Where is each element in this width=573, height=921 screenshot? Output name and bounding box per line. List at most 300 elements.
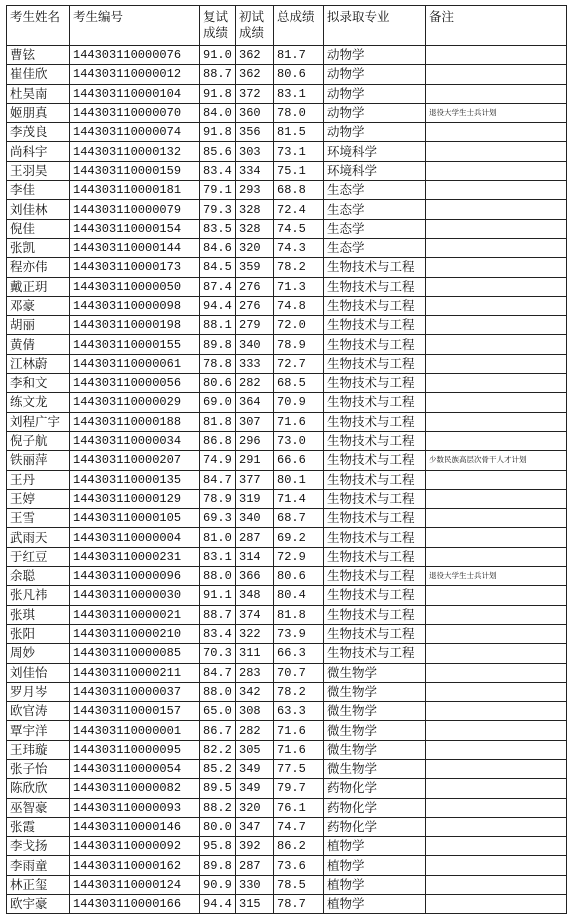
cell-retest: 78.8	[200, 354, 236, 373]
cell-note	[426, 161, 567, 180]
cell-name: 余聪	[7, 567, 70, 586]
cell-major: 植物学	[324, 856, 426, 875]
cell-name: 倪子航	[7, 431, 70, 450]
cell-total: 71.3	[274, 277, 324, 296]
cell-initial: 319	[236, 489, 274, 508]
header-id: 考生编号	[70, 6, 200, 46]
table-row	[7, 895, 567, 914]
cell-initial: 349	[236, 759, 274, 778]
cell-retest: 83.1	[200, 547, 236, 566]
cell-id: 144303110000129	[70, 489, 200, 508]
cell-retest: 85.6	[200, 142, 236, 161]
cell-name: 王羽昊	[7, 161, 70, 180]
cell-total: 74.8	[274, 296, 324, 315]
table-row	[7, 451, 567, 470]
cell-note	[426, 895, 567, 914]
cell-major: 生物技术与工程	[324, 470, 426, 489]
cell-name: 陈欣欣	[7, 779, 70, 798]
cell-name: 张阳	[7, 624, 70, 643]
table-row	[7, 509, 567, 528]
cell-retest: 88.0	[200, 682, 236, 701]
cell-total: 80.1	[274, 470, 324, 489]
header-name: 考生姓名	[7, 6, 70, 46]
cell-note	[426, 335, 567, 354]
cell-major: 生物技术与工程	[324, 374, 426, 393]
cell-major: 动物学	[324, 103, 426, 122]
cell-id: 144303110000085	[70, 644, 200, 663]
cell-id: 144303110000231	[70, 547, 200, 566]
cell-major: 生物技术与工程	[324, 567, 426, 586]
cell-name: 王玮璇	[7, 740, 70, 759]
cell-major: 生态学	[324, 238, 426, 257]
cell-total: 80.6	[274, 65, 324, 84]
cell-major: 生物技术与工程	[324, 644, 426, 663]
cell-total: 68.8	[274, 181, 324, 200]
table-row	[7, 103, 567, 122]
cell-name: 张凡祎	[7, 586, 70, 605]
cell-retest: 81.8	[200, 412, 236, 431]
table-row	[7, 431, 567, 450]
cell-name: 巫智豪	[7, 798, 70, 817]
cell-note	[426, 296, 567, 315]
cell-id: 144303110000096	[70, 567, 200, 586]
cell-note	[426, 721, 567, 740]
cell-total: 71.6	[274, 740, 324, 759]
cell-id: 144303110000157	[70, 702, 200, 721]
cell-total: 81.7	[274, 46, 324, 65]
cell-major: 生态学	[324, 219, 426, 238]
cell-id: 144303110000079	[70, 200, 200, 219]
cell-id: 144303110000034	[70, 431, 200, 450]
cell-name: 练文龙	[7, 393, 70, 412]
cell-note	[426, 837, 567, 856]
cell-retest: 89.5	[200, 779, 236, 798]
cell-major: 动物学	[324, 46, 426, 65]
cell-note: 退役大学生士兵计划	[426, 103, 567, 122]
table-row	[7, 142, 567, 161]
cell-initial: 366	[236, 567, 274, 586]
cell-retest: 91.1	[200, 586, 236, 605]
cell-major: 动物学	[324, 84, 426, 103]
cell-retest: 88.1	[200, 316, 236, 335]
cell-major: 生物技术与工程	[324, 316, 426, 335]
cell-total: 78.2	[274, 682, 324, 701]
cell-id: 144303110000070	[70, 103, 200, 122]
cell-name: 黄倩	[7, 335, 70, 354]
cell-retest: 89.8	[200, 335, 236, 354]
cell-name: 张凯	[7, 238, 70, 257]
cell-initial: 307	[236, 412, 274, 431]
table-row	[7, 759, 567, 778]
table-row	[7, 567, 567, 586]
cell-note	[426, 84, 567, 103]
cell-initial: 362	[236, 46, 274, 65]
cell-major: 微生物学	[324, 759, 426, 778]
cell-note	[426, 258, 567, 277]
cell-retest: 90.9	[200, 875, 236, 894]
cell-note	[426, 142, 567, 161]
cell-name: 曹铉	[7, 46, 70, 65]
cell-id: 144303110000095	[70, 740, 200, 759]
table-row	[7, 798, 567, 817]
cell-total: 74.3	[274, 238, 324, 257]
cell-note	[426, 354, 567, 373]
header-note: 备注	[426, 6, 567, 46]
cell-total: 73.6	[274, 856, 324, 875]
cell-total: 68.5	[274, 374, 324, 393]
cell-retest: 79.1	[200, 181, 236, 200]
cell-total: 70.7	[274, 663, 324, 682]
cell-note: 退役大学生士兵计划	[426, 567, 567, 586]
cell-id: 144303110000155	[70, 335, 200, 354]
cell-id: 144303110000144	[70, 238, 200, 257]
cell-major: 生物技术与工程	[324, 335, 426, 354]
cell-major: 植物学	[324, 837, 426, 856]
cell-id: 144303110000093	[70, 798, 200, 817]
cell-total: 78.0	[274, 103, 324, 122]
cell-total: 72.9	[274, 547, 324, 566]
table-row	[7, 856, 567, 875]
cell-name: 程亦伟	[7, 258, 70, 277]
cell-note	[426, 316, 567, 335]
cell-initial: 287	[236, 528, 274, 547]
cell-retest: 81.0	[200, 528, 236, 547]
cell-retest: 86.7	[200, 721, 236, 740]
cell-total: 71.6	[274, 412, 324, 431]
cell-initial: 305	[236, 740, 274, 759]
cell-name: 江林蔚	[7, 354, 70, 373]
cell-initial: 334	[236, 161, 274, 180]
cell-initial: 291	[236, 451, 274, 470]
table-row	[7, 84, 567, 103]
cell-name: 林正玺	[7, 875, 70, 894]
cell-name: 铁丽萍	[7, 451, 70, 470]
cell-major: 环境科学	[324, 161, 426, 180]
cell-retest: 65.0	[200, 702, 236, 721]
cell-name: 李戈扬	[7, 837, 70, 856]
cell-name: 杜昊南	[7, 84, 70, 103]
cell-initial: 303	[236, 142, 274, 161]
table-row	[7, 644, 567, 663]
cell-note	[426, 798, 567, 817]
cell-name: 李和文	[7, 374, 70, 393]
cell-total: 75.1	[274, 161, 324, 180]
cell-retest: 88.7	[200, 605, 236, 624]
cell-initial: 342	[236, 682, 274, 701]
cell-initial: 296	[236, 431, 274, 450]
cell-retest: 69.3	[200, 509, 236, 528]
cell-initial: 279	[236, 316, 274, 335]
cell-id: 144303110000012	[70, 65, 200, 84]
table-row	[7, 374, 567, 393]
admission-list	[6, 5, 567, 914]
cell-note: 少数民族高层次骨干人才计划	[426, 451, 567, 470]
cell-name: 倪佳	[7, 219, 70, 238]
cell-major: 药物化学	[324, 817, 426, 836]
cell-retest: 82.2	[200, 740, 236, 759]
cell-id: 144303110000159	[70, 161, 200, 180]
table-row	[7, 258, 567, 277]
admission-table	[6, 5, 567, 914]
table-row	[7, 875, 567, 894]
cell-major: 生物技术与工程	[324, 393, 426, 412]
cell-initial: 287	[236, 856, 274, 875]
cell-total: 68.7	[274, 509, 324, 528]
cell-total: 70.9	[274, 393, 324, 412]
cell-initial: 315	[236, 895, 274, 914]
cell-total: 71.6	[274, 721, 324, 740]
cell-id: 144303110000074	[70, 123, 200, 142]
cell-name: 刘佳怡	[7, 663, 70, 682]
table-row	[7, 489, 567, 508]
cell-id: 144303110000132	[70, 142, 200, 161]
cell-retest: 83.5	[200, 219, 236, 238]
cell-note	[426, 277, 567, 296]
cell-total: 73.0	[274, 431, 324, 450]
cell-note	[426, 586, 567, 605]
cell-retest: 78.9	[200, 489, 236, 508]
cell-note	[426, 663, 567, 682]
cell-id: 144303110000188	[70, 412, 200, 431]
cell-initial: 328	[236, 200, 274, 219]
cell-id: 144303110000104	[70, 84, 200, 103]
cell-retest: 83.4	[200, 624, 236, 643]
table-row	[7, 354, 567, 373]
cell-name: 邓豪	[7, 296, 70, 315]
cell-major: 生物技术与工程	[324, 624, 426, 643]
cell-total: 72.4	[274, 200, 324, 219]
table-row	[7, 316, 567, 335]
cell-id: 144303110000146	[70, 817, 200, 836]
cell-total: 78.9	[274, 335, 324, 354]
cell-total: 72.0	[274, 316, 324, 335]
cell-name: 刘程广宇	[7, 412, 70, 431]
cell-retest: 95.8	[200, 837, 236, 856]
cell-retest: 84.7	[200, 663, 236, 682]
cell-major: 动物学	[324, 65, 426, 84]
cell-id: 144303110000001	[70, 721, 200, 740]
table-row	[7, 277, 567, 296]
cell-note	[426, 200, 567, 219]
table-row	[7, 528, 567, 547]
cell-major: 药物化学	[324, 779, 426, 798]
cell-total: 80.4	[274, 586, 324, 605]
cell-total: 86.2	[274, 837, 324, 856]
table-row	[7, 219, 567, 238]
table-body	[7, 46, 567, 914]
cell-note	[426, 759, 567, 778]
cell-retest: 84.7	[200, 470, 236, 489]
cell-id: 144303110000124	[70, 875, 200, 894]
cell-initial: 282	[236, 374, 274, 393]
cell-note	[426, 393, 567, 412]
cell-initial: 374	[236, 605, 274, 624]
cell-major: 生物技术与工程	[324, 547, 426, 566]
cell-retest: 91.0	[200, 46, 236, 65]
table-row	[7, 46, 567, 65]
cell-id: 144303110000029	[70, 393, 200, 412]
cell-id: 144303110000054	[70, 759, 200, 778]
cell-initial: 276	[236, 296, 274, 315]
cell-note	[426, 528, 567, 547]
header-row	[7, 6, 567, 46]
table-row	[7, 721, 567, 740]
table-row	[7, 161, 567, 180]
cell-total: 71.4	[274, 489, 324, 508]
cell-total: 66.6	[274, 451, 324, 470]
table-row	[7, 335, 567, 354]
table-row	[7, 702, 567, 721]
cell-id: 144303110000198	[70, 316, 200, 335]
cell-retest: 94.4	[200, 296, 236, 315]
cell-major: 生物技术与工程	[324, 354, 426, 373]
cell-name: 李佳	[7, 181, 70, 200]
cell-note	[426, 123, 567, 142]
cell-initial: 348	[236, 586, 274, 605]
table-row	[7, 779, 567, 798]
cell-name: 武雨天	[7, 528, 70, 547]
cell-initial: 372	[236, 84, 274, 103]
cell-retest: 88.2	[200, 798, 236, 817]
cell-initial: 377	[236, 470, 274, 489]
table-row	[7, 200, 567, 219]
cell-id: 144303110000181	[70, 181, 200, 200]
cell-id: 144303110000076	[70, 46, 200, 65]
cell-total: 74.5	[274, 219, 324, 238]
cell-id: 144303110000021	[70, 605, 200, 624]
cell-id: 144303110000098	[70, 296, 200, 315]
cell-total: 78.2	[274, 258, 324, 277]
cell-major: 生物技术与工程	[324, 451, 426, 470]
cell-retest: 70.3	[200, 644, 236, 663]
table-row	[7, 624, 567, 643]
cell-total: 73.1	[274, 142, 324, 161]
cell-retest: 94.4	[200, 895, 236, 914]
cell-major: 微生物学	[324, 740, 426, 759]
cell-name: 欧官涛	[7, 702, 70, 721]
table-row	[7, 663, 567, 682]
cell-initial: 311	[236, 644, 274, 663]
cell-id: 144303110000082	[70, 779, 200, 798]
cell-retest: 84.6	[200, 238, 236, 257]
cell-note	[426, 682, 567, 701]
cell-initial: 359	[236, 258, 274, 277]
cell-major: 生物技术与工程	[324, 258, 426, 277]
cell-note	[426, 65, 567, 84]
cell-retest: 88.0	[200, 567, 236, 586]
table-row	[7, 817, 567, 836]
cell-id: 144303110000166	[70, 895, 200, 914]
cell-initial: 356	[236, 123, 274, 142]
cell-name: 李茂良	[7, 123, 70, 142]
cell-total: 78.7	[274, 895, 324, 914]
header-retest: 复试成绩	[200, 6, 236, 46]
cell-major: 生态学	[324, 181, 426, 200]
cell-major: 植物学	[324, 875, 426, 894]
cell-name: 胡丽	[7, 316, 70, 335]
table-row	[7, 470, 567, 489]
cell-note	[426, 470, 567, 489]
header-initial: 初试成绩	[236, 6, 274, 46]
table-row	[7, 123, 567, 142]
cell-total: 74.7	[274, 817, 324, 836]
cell-total: 79.7	[274, 779, 324, 798]
cell-major: 环境科学	[324, 142, 426, 161]
cell-total: 63.3	[274, 702, 324, 721]
cell-major: 生物技术与工程	[324, 277, 426, 296]
cell-total: 77.5	[274, 759, 324, 778]
cell-major: 生物技术与工程	[324, 509, 426, 528]
cell-initial: 364	[236, 393, 274, 412]
cell-total: 73.9	[274, 624, 324, 643]
cell-name: 刘佳林	[7, 200, 70, 219]
cell-note	[426, 181, 567, 200]
cell-retest: 85.2	[200, 759, 236, 778]
cell-initial: 333	[236, 354, 274, 373]
cell-id: 144303110000056	[70, 374, 200, 393]
cell-name: 于红豆	[7, 547, 70, 566]
table-row	[7, 682, 567, 701]
cell-initial: 362	[236, 65, 274, 84]
cell-name: 崔佳欣	[7, 65, 70, 84]
cell-id: 144303110000135	[70, 470, 200, 489]
cell-retest: 74.9	[200, 451, 236, 470]
table-row	[7, 547, 567, 566]
cell-retest: 84.0	[200, 103, 236, 122]
cell-name: 王丹	[7, 470, 70, 489]
cell-major: 动物学	[324, 123, 426, 142]
cell-initial: 392	[236, 837, 274, 856]
cell-total: 69.2	[274, 528, 324, 547]
cell-retest: 91.8	[200, 123, 236, 142]
cell-initial: 282	[236, 721, 274, 740]
cell-id: 144303110000004	[70, 528, 200, 547]
cell-note	[426, 644, 567, 663]
cell-major: 生物技术与工程	[324, 605, 426, 624]
cell-total: 83.1	[274, 84, 324, 103]
cell-major: 微生物学	[324, 663, 426, 682]
cell-initial: 360	[236, 103, 274, 122]
cell-initial: 314	[236, 547, 274, 566]
cell-id: 144303110000211	[70, 663, 200, 682]
cell-major: 生态学	[324, 200, 426, 219]
table-row	[7, 412, 567, 431]
cell-name: 李雨童	[7, 856, 70, 875]
cell-id: 144303110000037	[70, 682, 200, 701]
cell-note	[426, 605, 567, 624]
cell-major: 生物技术与工程	[324, 412, 426, 431]
cell-major: 生物技术与工程	[324, 296, 426, 315]
cell-total: 76.1	[274, 798, 324, 817]
cell-retest: 91.8	[200, 84, 236, 103]
cell-major: 微生物学	[324, 702, 426, 721]
cell-initial: 330	[236, 875, 274, 894]
cell-initial: 340	[236, 509, 274, 528]
cell-major: 生物技术与工程	[324, 528, 426, 547]
cell-total: 81.5	[274, 123, 324, 142]
table-row	[7, 181, 567, 200]
cell-note	[426, 412, 567, 431]
cell-total: 66.3	[274, 644, 324, 663]
cell-retest: 79.3	[200, 200, 236, 219]
cell-name: 尚科宇	[7, 142, 70, 161]
cell-note	[426, 547, 567, 566]
cell-major: 微生物学	[324, 721, 426, 740]
cell-retest: 88.7	[200, 65, 236, 84]
cell-name: 戴正玥	[7, 277, 70, 296]
cell-note	[426, 431, 567, 450]
cell-initial: 340	[236, 335, 274, 354]
